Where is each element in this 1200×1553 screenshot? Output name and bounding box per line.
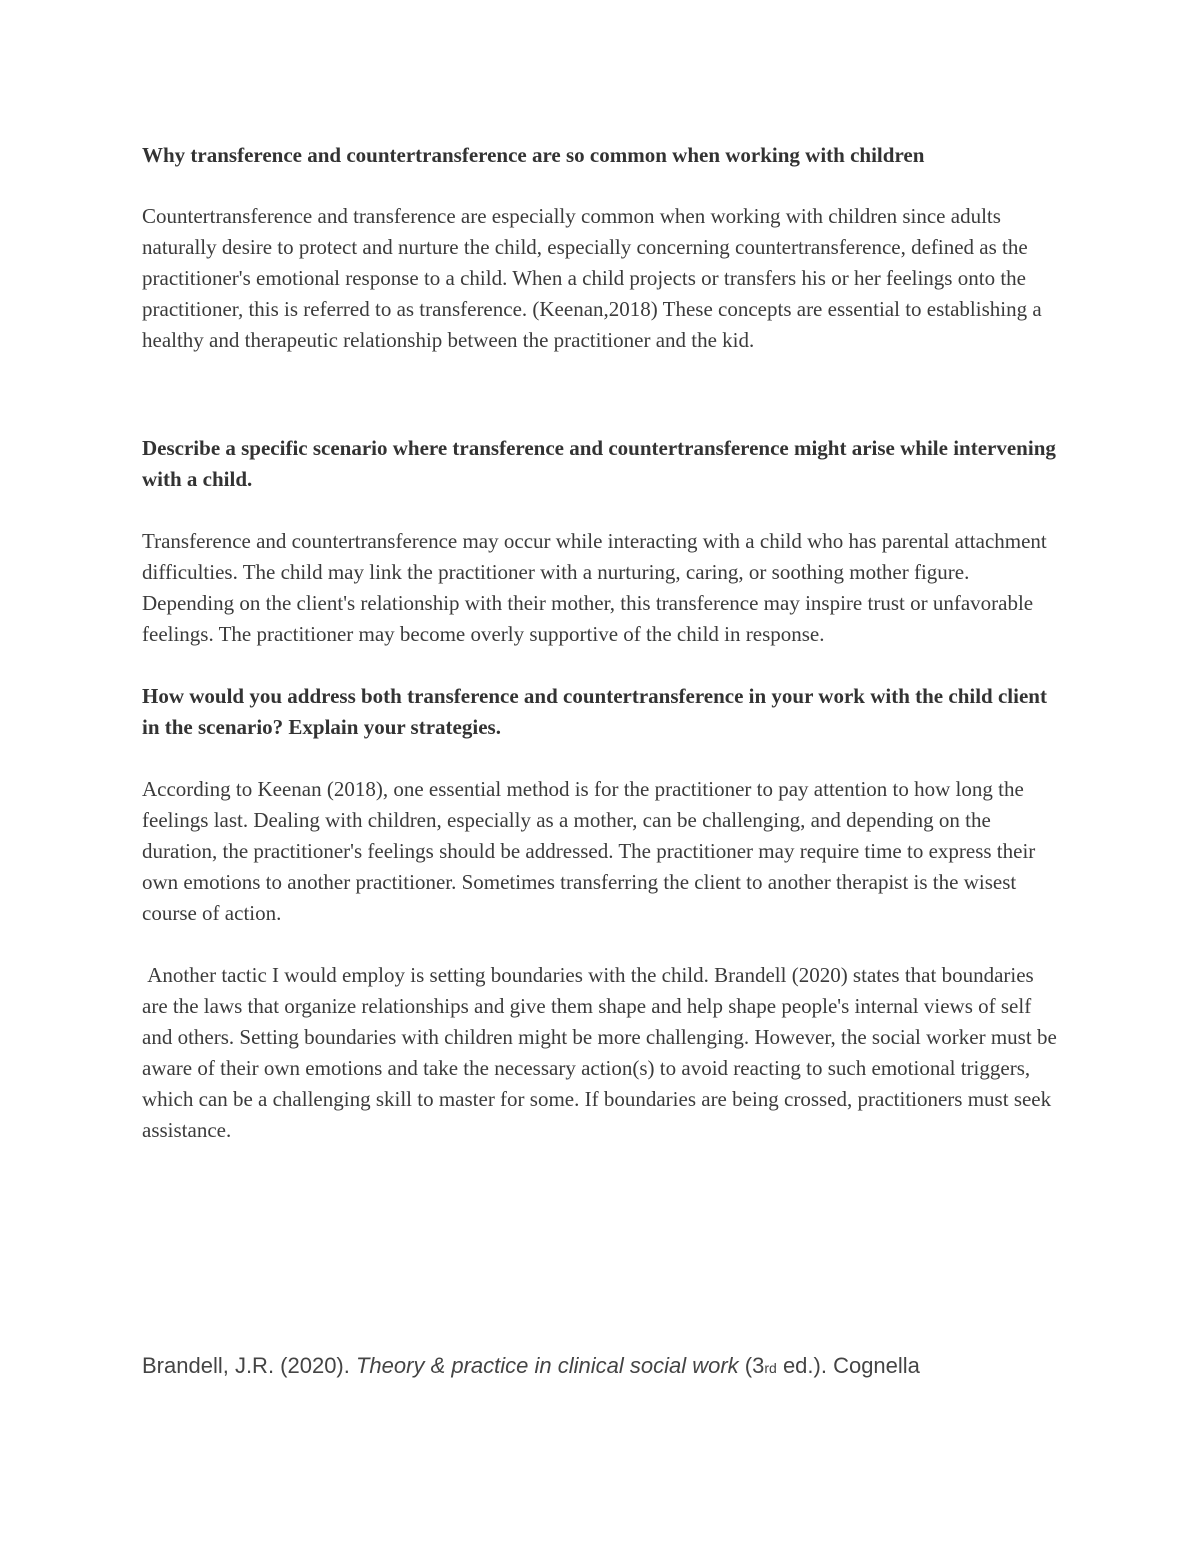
reference-edition-open: (3 [738, 1353, 765, 1378]
reference-title: Theory & practice in clinical social work [355, 1353, 739, 1378]
section-heading-scenario: Describe a specific scenario where transference and countertransference might arise while intervening with a child. [142, 436, 1056, 491]
section-paragraph-why-common: Countertransference and transference are especially common when working with children since adults naturally desire to protect and nurture the child, especially concerning countertransference, defined as the practitioner's emotional response to a child. When a child projects or transfers his or her feelings onto the practitioner, this is referred to as transference. (Keenan,2018) These concepts are essential to establishing a healthy and therapeutic relationship between the practitioner and the kid. [142, 204, 1042, 352]
section-paragraph-scenario: Transference and countertransference may occur while interacting with a child who has parental attachment difficulties. The child may link the practitioner with a nurturing, caring, or soothing mother figure. Depending on the client's relationship with their mother, this transference may inspire trust or unfavorable feelings. The practitioner may become overly supportive of the child in response. [142, 529, 1047, 646]
reference-authors: Brandell, J.R. (2020). [142, 1353, 356, 1378]
document-body [142, 140, 1062, 1146]
section-paragraph-strategies-1: According to Keenan (2018), one essential method is for the practitioner to pay attention to how long the feelings last. Dealing with children, especially as a mother, can be challenging, and depending on the duration, the practitioner's feelings should be addressed. The practitioner may require time to express their own emotions to another practitioner. Sometimes transferring the client to another therapist is the wisest course of action. [142, 777, 1036, 925]
reference-edition-sup: rd [764, 1360, 777, 1376]
section-paragraph-strategies-2: Another tactic I would employ is setting boundaries with the child. Brandell (2020) states that boundaries are the laws that organize relationships and give them shape and help shape people's internal views of self and others. Setting boundaries with children might be more challenging. However, the social worker must be aware of their own emotions and take the necessary action(s) to avoid reacting to such emotional triggers, which can be a challenging skill to master for some. If boundaries are being crossed, practitioners must seek assistance. [142, 963, 1063, 1142]
reference-entry [142, 1350, 1142, 1384]
reference-edition-close: ed.). Cognella [776, 1353, 920, 1378]
section-heading-strategies: How would you address both transference and countertransference in your work with the child client in the scenario? Explain your strategies. [142, 684, 1047, 739]
section-heading-why-common: Why transference and countertransference are so common when working with children [142, 143, 925, 167]
